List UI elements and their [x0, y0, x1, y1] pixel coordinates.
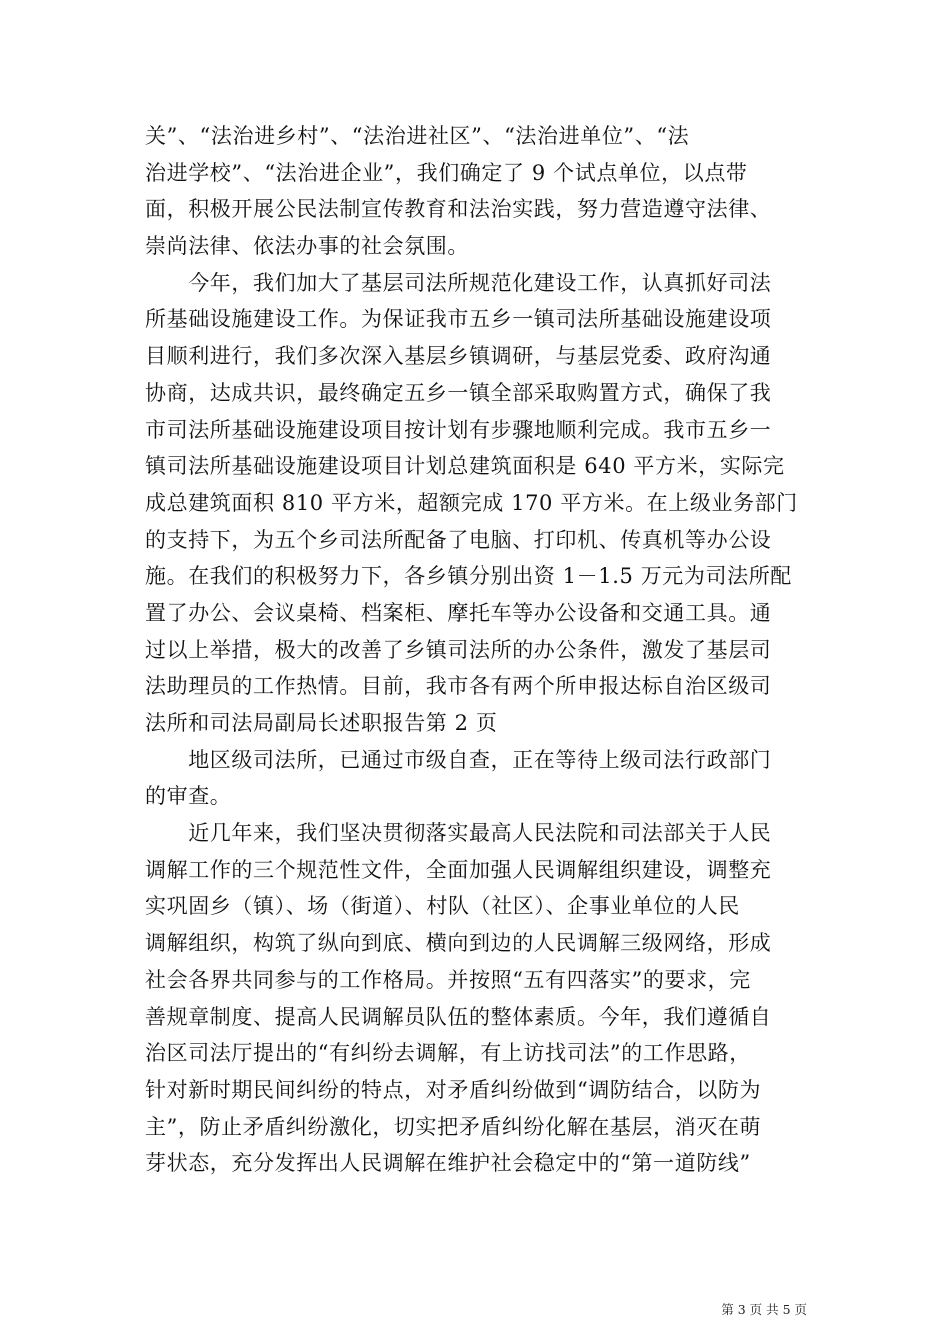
text-line: 的支持下，为五个乡司法所配备了电脑、打印机、传真机等办公设 [145, 527, 772, 552]
text-line: 善规章制度、提高人民调解员队伍的整体素质。今年，我们遵循自 [145, 1004, 772, 1029]
text-line: 成总建筑面积 810 平方米，超额完成 170 平方米。在上级业务部门 [145, 490, 798, 515]
text-line: 法助理员的工作热情。目前，我市各有两个所申报达标自治区级司 [145, 674, 772, 699]
text-line: 芽状态，充分发挥出人民调解在维护社会稳定中的“第一道防线” [145, 1151, 751, 1176]
text-line: 主”，防止矛盾纠纷激化，切实把矛盾纠纷化解在基层，消灭在萌 [145, 1114, 762, 1139]
text-line: 地区级司法所，已通过市级自查，正在等待上级司法行政部门 [145, 747, 772, 772]
text-line: 过以上举措，极大的改善了乡镇司法所的办公条件，激发了基层司 [145, 637, 772, 662]
page-number-footer: 第 3 页 共 5 页 [721, 1302, 807, 1317]
text-line: 调解工作的三个规范性文件，全面加强人民调解组织建设，调整充 [145, 857, 772, 882]
text-line: 针对新时期民间纠纷的特点，对矛盾纠纷做到“调防结合，以防为 [145, 1077, 762, 1102]
body-text [145, 118, 815, 1182]
text-line: 法所和司法局副局长述职报告第 2 页 [145, 711, 498, 735]
text-line: 置了办公、会议桌椅、档案柜、摩托车等办公设备和交通工具。通 [145, 600, 772, 625]
text-line: 崇尚法律、依法办事的社会氛围。 [145, 234, 469, 259]
text-line: 目顺利进行，我们多次深入基层乡镇调研，与基层党委、政府沟通 [145, 344, 772, 369]
text-line: 治区司法厅提出的“有纠纷去调解，有上访找司法”的工作思路， [145, 1041, 751, 1066]
text-line: 镇司法所基础设施建设项目计划总建筑面积是 640 平方米，实际完 [145, 454, 785, 479]
text-line: 近几年来，我们坚决贯彻落实最高人民法院和司法部关于人民 [145, 821, 772, 846]
text-line: 社会各界共同参与的工作格局。并按照“五有四落实”的要求，完 [145, 967, 751, 992]
text-line: 的审查。 [145, 784, 232, 809]
text-line: 实巩固乡（镇）、场（街道）、村队（社区）、企事业单位的人民 [145, 894, 740, 919]
text-line: 所基础设施建设工作。为保证我市五乡一镇司法所基础设施建设项 [145, 307, 772, 332]
text-line: 调解组织，构筑了纵向到底、横向到边的人民调解三级网络，形成 [145, 931, 772, 956]
text-line: 面，积极开展公民法制宣传教育和法治实践，努力营造遵守法律、 [145, 197, 772, 222]
text-line: 今年，我们加大了基层司法所规范化建设工作，认真抓好司法 [145, 270, 772, 295]
text-line: 市司法所基础设施建设项目按计划有步骤地顺利完成。我市五乡一 [145, 417, 772, 442]
text-line: 施。在我们的积极努力下，各乡镇分别出资 1－1.5 万元为司法所配 [145, 564, 792, 589]
text-line: 治进学校”、“法治进企业”，我们确定了 9 个试点单位，以点带 [145, 160, 748, 185]
text-line: 协商，达成共识，最终确定五乡一镇全部采取购置方式，确保了我 [145, 380, 772, 405]
text-line: 关”、“法治进乡村”、“法治进社区”、“法治进单位”、“法 [145, 124, 690, 148]
